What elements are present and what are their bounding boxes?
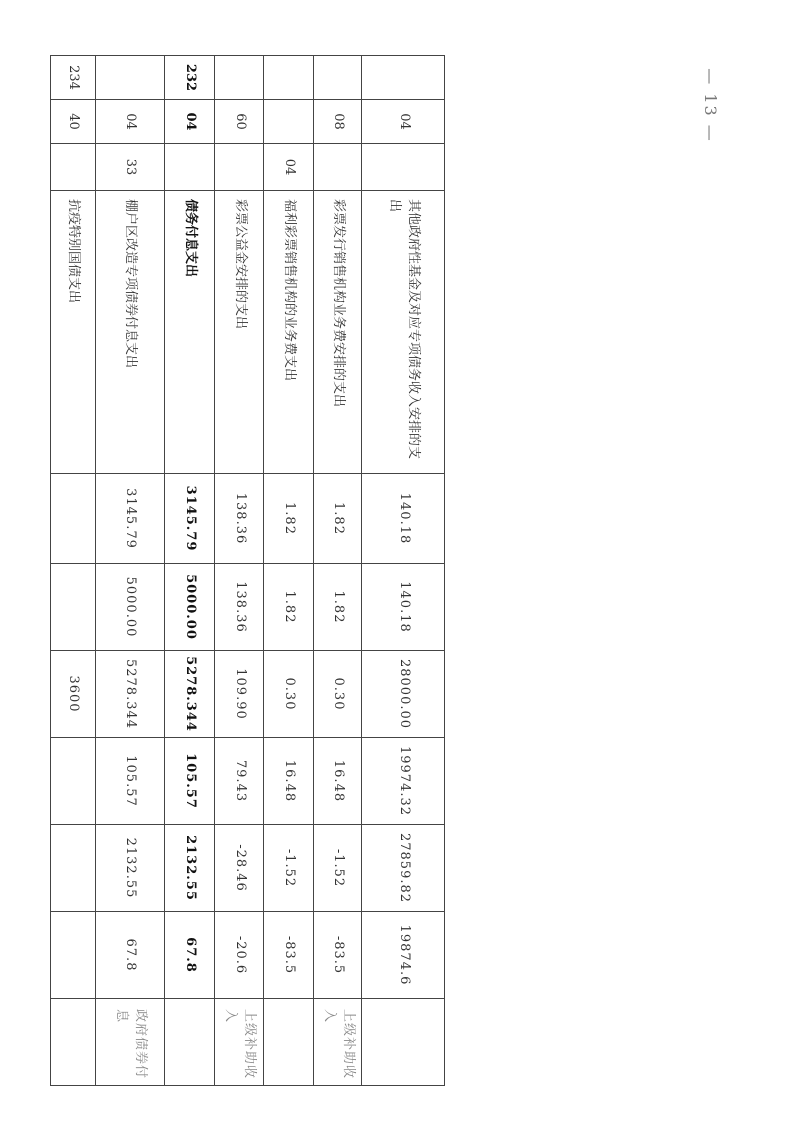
value-cell-3: 3600: [51, 651, 96, 738]
table-row: [314, 56, 362, 1086]
table-row: [264, 56, 314, 1086]
budget-table: [50, 55, 445, 1086]
subject-name-cell: 彩票发行销售机构业务费安排的支出: [314, 191, 362, 474]
subject-name-cell: 彩票公益金安排的支出: [215, 191, 264, 474]
class-code-cell: [264, 56, 314, 100]
note-cell: 上级补助收入: [215, 999, 264, 1086]
class-code-cell: [362, 56, 445, 100]
value-cell-6: -20.6: [215, 912, 264, 999]
value-cell-4: 105.57: [96, 738, 165, 825]
item-code-cell: 04: [362, 100, 445, 144]
value-cell-4: 16.48: [314, 738, 362, 825]
value-cell-6: [51, 912, 96, 999]
table-row: [96, 56, 165, 1086]
value-cell-3: 28000.00: [362, 651, 445, 738]
page-number: [690, 60, 730, 150]
class-code-cell: [96, 56, 165, 100]
value-cell-2: 1.82: [314, 564, 362, 651]
budget-table-frame: [50, 55, 445, 1085]
sub-item-code-cell: 33: [96, 144, 165, 191]
value-cell-1: 140.18: [362, 474, 445, 564]
value-cell-2: 138.36: [215, 564, 264, 651]
value-cell-1: 138.36: [215, 474, 264, 564]
value-cell-5: -28.46: [215, 825, 264, 912]
class-code-cell: [215, 56, 264, 100]
class-code-cell: [314, 56, 362, 100]
item-code-cell: 08: [314, 100, 362, 144]
value-cell-4: 16.48: [264, 738, 314, 825]
value-cell-2: 5000.00: [164, 564, 214, 651]
class-code-cell: 232: [164, 56, 214, 100]
value-cell-1: 3145.79: [96, 474, 165, 564]
value-cell-6: 19874.6: [362, 912, 445, 999]
class-code-cell: 234: [51, 56, 96, 100]
value-cell-1: 1.82: [314, 474, 362, 564]
note-cell: [51, 999, 96, 1086]
sub-item-code-cell: [362, 144, 445, 191]
sub-item-code-cell: [314, 144, 362, 191]
value-cell-5: -1.52: [314, 825, 362, 912]
subject-name-cell: 债务付息支出: [164, 191, 214, 474]
value-cell-2: [51, 564, 96, 651]
value-cell-3: 0.30: [314, 651, 362, 738]
value-cell-2: 5000.00: [96, 564, 165, 651]
value-cell-5: [51, 825, 96, 912]
value-cell-3: 5278.344: [164, 651, 214, 738]
subject-name-cell: 福利彩票销售机构的业务费支出: [264, 191, 314, 474]
value-cell-6: -83.5: [314, 912, 362, 999]
value-cell-3: 5278.344: [96, 651, 165, 738]
subject-name-cell: 棚户区改造专项债券付息支出: [96, 191, 165, 474]
note-cell: [164, 999, 214, 1086]
value-cell-6: 67.8: [96, 912, 165, 999]
value-cell-4: 19974.32: [362, 738, 445, 825]
subject-name-cell: 其他政府性基金及对应专项债务收入安排的支出: [362, 191, 445, 474]
sub-item-code-cell: [164, 144, 214, 191]
note-cell: 政府债券付息: [96, 999, 165, 1086]
value-cell-4: 105.57: [164, 738, 214, 825]
table-row: [362, 56, 445, 1086]
item-code-cell: 04: [164, 100, 214, 144]
sub-item-code-cell: [51, 144, 96, 191]
page-number-text: — 13 —: [700, 67, 720, 143]
note-cell: 上级补助收入: [314, 999, 362, 1086]
value-cell-5: 2132.55: [96, 825, 165, 912]
value-cell-5: 27859.82: [362, 825, 445, 912]
item-code-cell: [264, 100, 314, 144]
value-cell-6: -83.5: [264, 912, 314, 999]
table-row: [215, 56, 264, 1086]
note-cell: [264, 999, 314, 1086]
value-cell-5: -1.52: [264, 825, 314, 912]
item-code-cell: 60: [215, 100, 264, 144]
value-cell-3: 109.90: [215, 651, 264, 738]
value-cell-4: 79.43: [215, 738, 264, 825]
value-cell-5: 2132.55: [164, 825, 214, 912]
value-cell-1: 1.82: [264, 474, 314, 564]
table-row: [164, 56, 214, 1086]
value-cell-3: 0.30: [264, 651, 314, 738]
value-cell-1: 3145.79: [164, 474, 214, 564]
value-cell-4: [51, 738, 96, 825]
value-cell-2: 140.18: [362, 564, 445, 651]
note-cell: [362, 999, 445, 1086]
item-code-cell: 04: [96, 100, 165, 144]
value-cell-2: 1.82: [264, 564, 314, 651]
sub-item-code-cell: 04: [264, 144, 314, 191]
sub-item-code-cell: [215, 144, 264, 191]
value-cell-6: 67.8: [164, 912, 214, 999]
subject-name-cell: 抗疫特别国债支出: [51, 191, 96, 474]
table-row: [51, 56, 96, 1086]
value-cell-1: [51, 474, 96, 564]
item-code-cell: 40: [51, 100, 96, 144]
